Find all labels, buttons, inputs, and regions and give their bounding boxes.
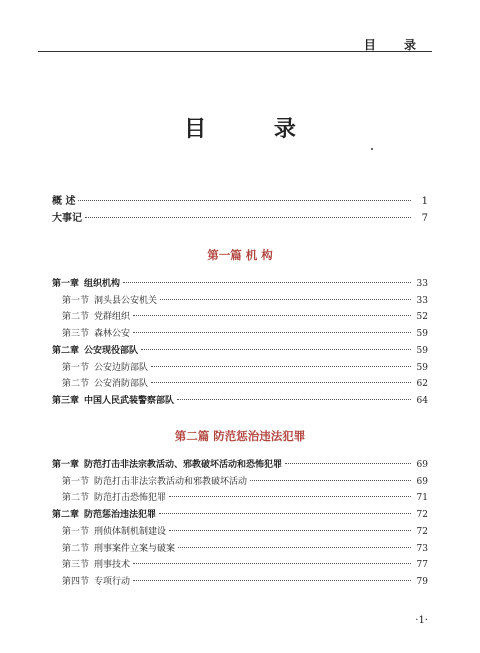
toc-front-matter-chronicle[interactable] <box>52 212 428 226</box>
toc-number: 第二章 <box>52 510 80 521</box>
toc-section-row[interactable] <box>62 327 428 341</box>
toc-number: 第二节 <box>62 312 90 323</box>
toc-page: 33 <box>416 279 428 289</box>
toc-section-row[interactable] <box>62 361 428 375</box>
toc-leader <box>169 530 411 531</box>
toc-page: 69 <box>416 476 428 487</box>
toc-chapter-row[interactable] <box>52 508 428 522</box>
toc-text: 防范惩治违法犯罪 <box>84 510 157 521</box>
toc-page: 79 <box>416 576 428 587</box>
toc-leader <box>78 200 411 201</box>
toc-front-matter-overview[interactable] <box>52 195 428 209</box>
toc-leader <box>133 315 411 316</box>
toc-section-row[interactable] <box>62 377 428 391</box>
toc-text: 公安边防部队 <box>94 362 149 373</box>
toc-leader <box>133 332 411 333</box>
toc-number: 第一节 <box>62 362 90 373</box>
toc-section-row[interactable] <box>62 491 428 505</box>
toc-number: 第四节 <box>62 576 90 587</box>
toc-text: 防范打击非法宗教活动、邪教破坏活动和恐怖犯罪 <box>84 460 283 470</box>
toc-text: 防范打击恐怖犯罪 <box>94 493 167 504</box>
toc-leader <box>133 580 411 581</box>
toc-page: 71 <box>416 493 428 504</box>
toc-section-row[interactable] <box>62 310 428 324</box>
toc-number: 第二节 <box>62 379 90 390</box>
toc-text: 专项行动 <box>94 576 131 587</box>
toc-page: 59 <box>416 362 428 373</box>
toc-page: 59 <box>416 345 428 356</box>
toc-label: 大事记 <box>52 213 82 224</box>
toc-section-row[interactable] <box>62 558 428 572</box>
toc-text: 森林公安 <box>94 329 131 340</box>
toc-section-row[interactable] <box>62 525 428 539</box>
toc-text: 组织机构 <box>84 279 121 289</box>
toc-number: 第二章 <box>52 345 80 356</box>
toc-number: 第三节 <box>62 560 90 571</box>
toc-section-row[interactable] <box>62 294 428 308</box>
toc-section-row[interactable] <box>62 542 428 556</box>
toc-leader <box>123 282 411 283</box>
toc-page: 69 <box>416 460 428 470</box>
toc-text: 洞头县公安机关 <box>94 295 158 306</box>
toc-number: 第一节 <box>62 476 90 487</box>
toc-label: 概 述 <box>52 196 76 207</box>
toc-text: 公安现役部队 <box>84 345 139 356</box>
toc-leader <box>133 563 411 564</box>
toc-number: 第二节 <box>62 493 90 504</box>
toc-leader <box>151 382 411 383</box>
toc-text: 中国人民武装警察部队 <box>84 395 175 406</box>
toc-page: 7 <box>421 213 428 224</box>
part-title: 第二篇 防范惩治违法犯罪 <box>174 429 306 443</box>
toc-page: 72 <box>416 510 428 521</box>
page-title: 目 录 <box>184 116 326 142</box>
toc-text: 党群组织 <box>94 312 131 323</box>
toc-page: 73 <box>416 543 428 554</box>
toc-leader <box>160 299 411 300</box>
toc-page: 72 <box>416 526 428 537</box>
toc-leader <box>159 513 411 514</box>
toc-chapter-row[interactable] <box>52 394 428 408</box>
toc-chapter-row[interactable] <box>52 458 428 472</box>
toc-number: 第一节 <box>62 295 90 306</box>
part-title: 第一篇 机 构 <box>207 248 273 262</box>
toc-leader <box>285 463 411 464</box>
toc-leader <box>250 480 411 481</box>
footer-page-number: ·1· <box>415 615 428 626</box>
toc-page: 1 <box>421 196 428 207</box>
toc-page: 33 <box>416 295 428 306</box>
toc-number: 第一章 <box>52 279 80 289</box>
toc-page: 52 <box>416 312 428 323</box>
toc-text: 防范打击非法宗教活动和邪教破坏活动 <box>94 476 248 487</box>
toc-section-row[interactable] <box>62 475 428 489</box>
toc-number: 第一节 <box>62 526 90 537</box>
toc-leader <box>151 366 411 367</box>
toc-leader <box>169 496 411 497</box>
toc-leader <box>141 349 411 350</box>
toc-number: 第一章 <box>52 460 80 470</box>
toc-number: 第三章 <box>52 395 80 406</box>
toc-page: 77 <box>416 560 428 571</box>
toc-chapter-row[interactable] <box>52 277 428 291</box>
toc-number: 第三节 <box>62 329 90 340</box>
toc-section-row[interactable] <box>62 575 428 589</box>
toc-leader <box>177 399 411 400</box>
toc-number: 第二节 <box>62 543 90 554</box>
toc-text: 公安消防部队 <box>94 379 149 390</box>
toc-text: 刑事技术 <box>94 560 131 571</box>
toc-leader <box>178 547 411 548</box>
toc-page: 64 <box>416 395 428 406</box>
toc-page: 59 <box>416 329 428 340</box>
page-header-label: 目 录 <box>363 38 428 52</box>
toc-chapter-row[interactable] <box>52 344 428 358</box>
header-rule <box>38 51 432 52</box>
ink-speck <box>371 148 373 150</box>
toc-leader <box>85 217 411 218</box>
toc-text: 刑事案件立案与破案 <box>94 543 176 554</box>
toc-page: 62 <box>416 379 428 390</box>
toc-text: 刑侦体制机制建设 <box>94 526 167 537</box>
